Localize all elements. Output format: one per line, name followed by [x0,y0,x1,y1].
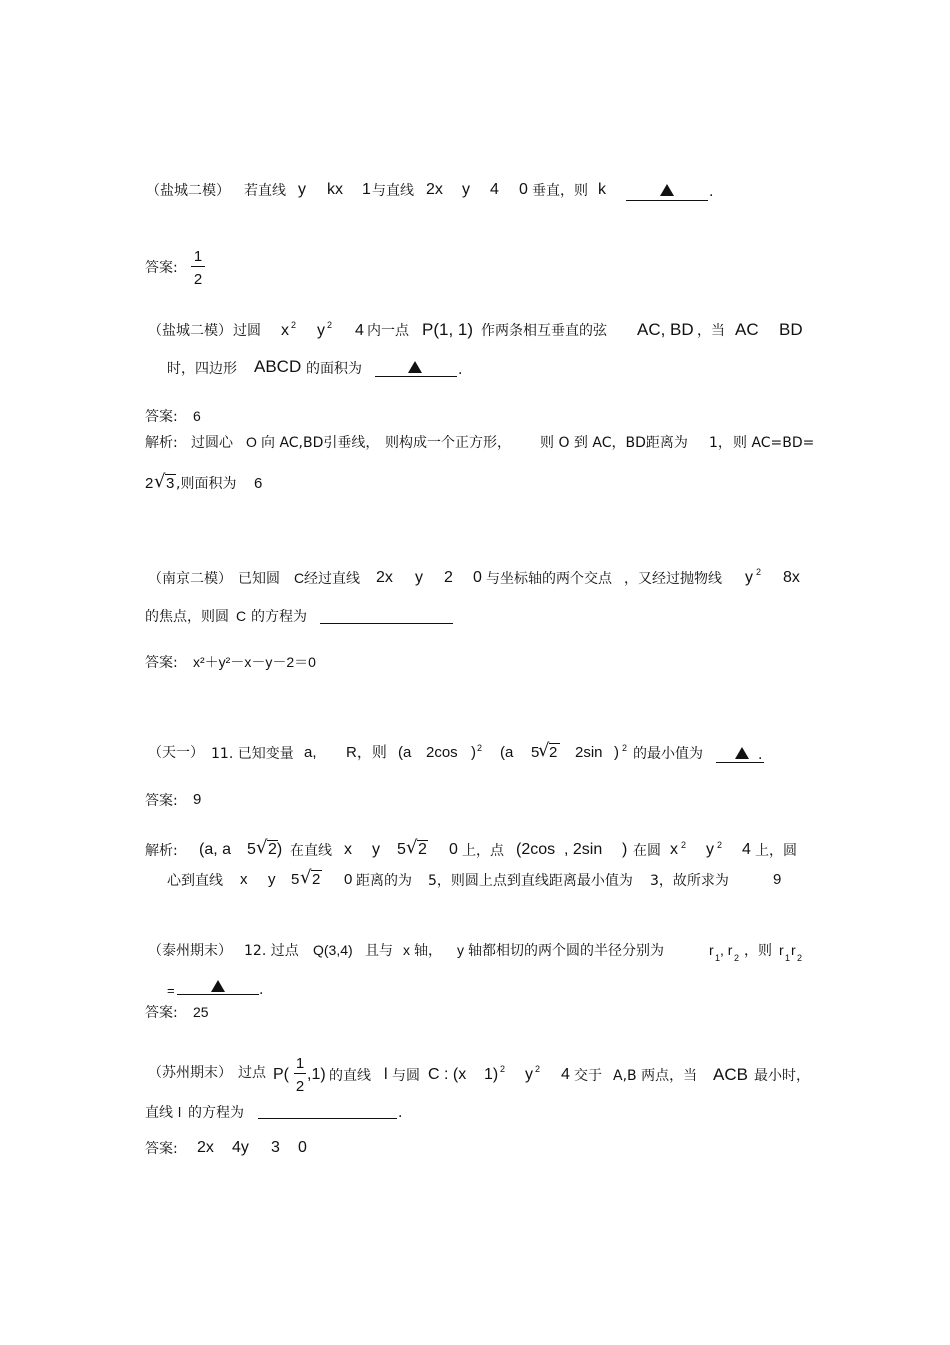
analysis-text: 心到直线 [167,873,223,889]
math-term: 2 [145,475,154,492]
triangle-icon [211,980,225,992]
analysis-text: ,则面积为 [176,476,237,492]
subscript: 2 [734,953,740,963]
math-term: 2 [444,569,453,586]
problem-source: （南京二模） [148,571,232,587]
problem-source: （苏州期末） [148,1065,232,1081]
answer-blank [320,623,453,624]
math-term: y [706,841,714,858]
math-term: P( [273,1066,289,1083]
math-term: y [745,569,753,586]
math-term: x [240,871,248,888]
superscript: 2 [717,840,723,850]
problem-text: 的方程为 [188,1105,244,1121]
math-term: 5 [531,744,540,761]
math-term: 0 [519,181,528,198]
math-term: 1 [362,181,371,198]
math-term: 2x [376,569,393,586]
problem-text: 过点 [238,1065,266,1081]
problem-text: 轴， [414,943,442,959]
math-term: 5 [247,841,256,858]
math-term: ABCD [254,357,302,376]
problem-text: 轴都相切的两个圆的半径分别为 [468,943,664,959]
analysis-text: 上，点 [462,843,504,859]
analysis-text: 过圆心 [191,435,233,451]
answer-blank [258,1118,397,1119]
answer-value: 9 [193,791,202,808]
math-term: y [457,942,464,958]
math-term: 8x [783,569,800,586]
problem-text: 的方程为 [251,609,307,625]
fraction-denominator: 2 [193,271,203,288]
analysis-text: 上，圆 [755,843,797,859]
superscript: 2 [327,320,333,330]
math-term: 2sin [575,744,603,761]
superscript: 2 [756,567,762,577]
math-term: 5 [291,871,300,888]
math-term: BD [779,320,803,339]
subscript: 2 [797,953,803,963]
period: . [758,747,763,763]
problem-text: ，当 [697,323,725,339]
period: . [398,1105,403,1121]
analysis-text: 1， [709,435,732,451]
problem-text: 内一点 [367,323,409,339]
answer-label: 答案: [145,793,178,809]
answer-blank [626,200,708,201]
problem-text: 若直线 [244,183,286,199]
answer-label: 答案: [145,409,178,425]
fraction-numerator: 1 [295,1055,305,1072]
subscript: 1 [785,953,791,963]
fraction-denominator: 2 [295,1078,305,1095]
period: . [709,184,714,200]
radical-icon: √ [406,837,418,858]
math-term: y [415,569,423,586]
math-term: 0 [298,1139,307,1156]
math-term: r [779,942,784,958]
math-term: C : (x [428,1066,467,1083]
problem-text: 作两条相互垂直的弦 [481,323,607,339]
math-term: , 2sin [564,841,603,858]
fraction-bar [191,266,205,267]
answer-label: 答案: [145,655,178,671]
problem-text: 与坐标轴的两个交点 [486,571,612,587]
superscript: 2 [535,1064,541,1074]
math-term: ) [471,744,476,761]
superscript: 2 [681,840,687,850]
problem-text: A,B 两点，当 [613,1068,698,1084]
math-term: y [462,181,470,198]
math-term: C [236,608,247,624]
answer-blank [177,994,259,995]
problem-text: ，又经过抛物线 [624,571,722,587]
math-term: 4 [490,181,499,198]
math-term: r [709,942,714,958]
analysis-text: 在圆 [633,843,661,859]
superscript: 2 [622,743,628,753]
math-term: 2 [549,744,558,761]
superscript: 2 [477,743,483,753]
math-term: 9 [773,871,782,888]
problem-text: 交于 [574,1068,602,1084]
analysis-label: 解析: [145,843,178,859]
math-term: x [281,322,289,339]
answer-value: 6 [193,408,201,424]
math-term: ) [614,744,619,761]
problem-text: 的直线 [329,1068,371,1084]
problem-text: 已知圆 [238,571,280,587]
math-term: 2) [268,841,283,858]
problem-source: （盐城二模） [148,323,232,339]
math-term: y [525,1066,533,1083]
problem-text: 的最小值为 [633,746,703,762]
math-term: 2 [418,841,427,858]
radical-icon: √ [256,837,268,858]
math-term: R，则 [346,744,387,761]
math-term: C [294,570,305,586]
problem-text: 时，四边形 [167,361,237,377]
superscript: 2 [291,320,297,330]
problem-text: ，则 [744,943,772,959]
analysis-text: 则 O 到 AC，BD距离为 [540,435,688,451]
answer-label: 答案: [145,1005,178,1021]
superscript: 2 [500,1064,506,1074]
problem-text: 的面积为 [306,361,362,377]
analysis-text: 3，故所求为 [650,873,729,889]
math-term: y [298,181,306,198]
math-term: 6 [254,475,263,492]
analysis-text: 则构成一个正方形， [385,435,511,451]
problem-text: 直线 [145,1105,173,1121]
math-term: AC [735,320,759,339]
math-term: (a [500,744,514,761]
problem-source: （泰州期末） [148,943,232,959]
math-term: = [167,983,175,998]
math-term: l [178,1104,182,1120]
math-term: y [317,322,325,339]
problem-source: （盐城二模） [146,183,230,199]
math-term: ACB [713,1065,748,1084]
problem-text: 且与 [365,943,393,959]
math-term: 2cos [426,744,458,761]
math-term: (a [398,744,412,761]
radical-icon: √ [300,867,312,888]
math-term: ,1) [307,1066,326,1083]
math-term: 1) [484,1066,499,1083]
math-term: k [598,181,606,198]
math-term: x [403,942,410,958]
answer-value: x²＋y²－x－y－2＝0 [193,654,316,670]
fraction-numerator: 1 [193,248,203,265]
analysis-text: 在直线 [290,843,332,859]
analysis-label: 解析: [145,435,178,451]
period: . [259,982,264,998]
answer-label: 答案: [145,260,178,276]
problem-text: 垂直，则 [532,183,588,199]
math-term: ) [622,841,628,858]
math-term: 3 [271,1139,280,1156]
math-term: P(1, 1) [422,320,474,339]
problem-text: 经过直线 [304,571,360,587]
problem-text: 过圆 [233,323,261,339]
radical-icon: √ [538,740,550,761]
math-term: 2 [312,871,321,888]
problem-text: 11. 已知变量 [211,746,294,762]
subscript: 1 [715,953,721,963]
triangle-icon [408,361,422,373]
math-term: 4y [232,1139,249,1156]
math-term: 0 [473,569,482,586]
problem-text: 与圆 [392,1068,420,1084]
triangle-icon [660,184,674,196]
answer-blank [716,762,764,763]
math-term: 2x [197,1139,214,1156]
problem-text: 的焦点，则圆 [145,609,229,625]
math-term: a, [304,744,317,761]
math-term: AC, BD [637,320,694,339]
fraction-bar [294,1073,306,1074]
problem-source: （天一） [148,745,204,761]
triangle-icon [735,747,749,759]
period: . [458,362,463,378]
math-term: kx [327,181,343,198]
problem-text: 12. 过点 [244,943,299,959]
math-term: , r [720,942,733,958]
math-term: 2x [426,181,443,198]
math-term: 5 [397,841,406,858]
problem-text: 与直线 [372,183,414,199]
math-term: r [791,942,796,958]
math-term: x [670,841,678,858]
math-term: O [246,434,257,450]
math-term: x [344,841,352,858]
math-term: y [268,871,276,888]
math-term: 4 [355,322,364,339]
analysis-text: 5，则圆上点到直线距离最小值为 [428,873,633,889]
math-term: Q(3,4) [313,942,353,958]
math-term: y [372,841,380,858]
math-term: l [384,1066,388,1083]
problem-text: 最小时， [754,1068,810,1084]
answer-label: 答案: [145,1141,178,1157]
analysis-text: 距离的为 [356,873,412,889]
analysis-text: 则 AC=BD= [733,435,815,451]
math-term: 0 [449,841,458,858]
math-term: 4 [561,1066,570,1083]
math-term: (a, a [199,841,232,858]
math-term: 4 [742,841,751,858]
analysis-text: 向 AC,BD引垂线， [261,435,380,451]
math-term: 0 [344,871,353,888]
math-term: (2cos [516,841,556,858]
radical-icon: √ [154,471,166,492]
math-term: 3 [166,475,175,492]
answer-blank [375,376,457,377]
answer-value: 25 [193,1004,209,1020]
